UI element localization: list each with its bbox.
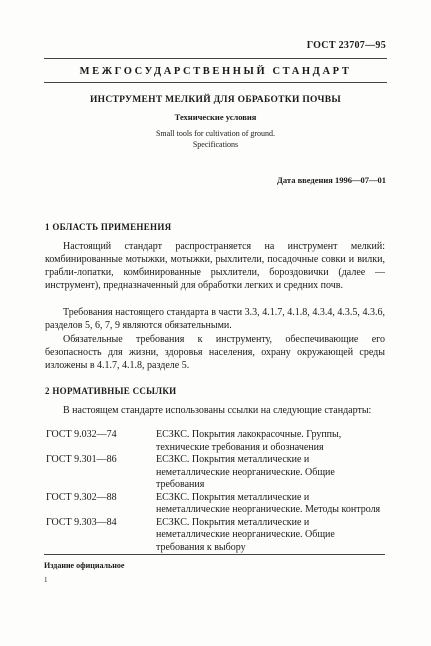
reference-row [45, 517, 385, 555]
page-number: 1 [44, 576, 48, 584]
english-subtitle: Specifications [192, 140, 239, 149]
introduction-date: Дата введения 1996—07—01 [277, 175, 386, 185]
document-title: ИНСТРУМЕНТ МЕЛКИЙ ДЛЯ ОБРАБОТКИ ПОЧВЫ [89, 95, 342, 105]
reference-row [45, 429, 385, 454]
top-rule-2 [44, 82, 387, 83]
references-list [45, 429, 385, 554]
reference-code: ГОСТ 9.302—88 [46, 491, 117, 503]
section-1-heading: 1 ОБЛАСТЬ ПРИМЕНЕНИЯ [45, 222, 172, 232]
document-subtitle: Технические условия [174, 112, 257, 122]
footer-rule [44, 554, 385, 555]
section-1-paragraph-3: Обязательные требования к инструменту, обеспечивающие его безопасность для жизни, здоровья населения, охрану окружающей среды изложены в 4.1.7, 4.1.8, разделе 5. [45, 334, 385, 371]
reference-row [45, 492, 385, 517]
reference-description: ЕСЗКС. Покрытия металлические и неметаллические неорганические. Общие требования к выбору [156, 516, 335, 553]
section-2-intro: В настоящем стандарте использованы ссылки на следующие стандарты: [63, 405, 372, 416]
section-1-paragraph-2: Требования настоящего стандарта в части 3.3, 4.1.7, 4.1.8, 4.3.4, 4.3.5, 4.3.6, разделов 5, 6, 7, 9 являются обязательными. [45, 307, 385, 331]
document-number: ГОСТ 23707—95 [306, 40, 386, 51]
reference-code: ГОСТ 9.301—86 [46, 454, 117, 465]
section-2-heading: 2 НОРМАТИВНЫЕ ССЫЛКИ [45, 386, 177, 396]
edition-label: Издание официальное [44, 561, 125, 570]
reference-code: ГОСТ 9.303—84 [46, 516, 117, 528]
top-rule [44, 58, 387, 59]
reference-row [45, 454, 385, 492]
reference-code: ГОСТ 9.032—74 [46, 429, 117, 440]
standard-type: МЕЖГОСУДАРСТВЕННЫЙ СТАНДАРТ [79, 66, 352, 77]
english-title: Small tools for cultivation of ground. [155, 129, 276, 138]
reference-description: ЕСЗКС. Покрытия лакокрасочные. Группы, технические требования и обозначения [156, 429, 342, 453]
reference-description: ЕСЗКС. Покрытия металлические и неметаллические неорганические. Общие требования [156, 454, 335, 490]
section-1-paragraph-1: Настоящий стандарт распространяется на инструмент мелкий: комбинированные мотыжки, мотыжки, рыхлители, посадочные совки и вилки, грабли-лопатки, комбинированные рыхлители, бороздовички (далее — инструмент), предназначенный для обработки легких и средних почв. [45, 241, 385, 291]
reference-description: ЕСЗКС. Покрытия металлические и неметаллические неорганические. Методы контроля [156, 491, 381, 515]
